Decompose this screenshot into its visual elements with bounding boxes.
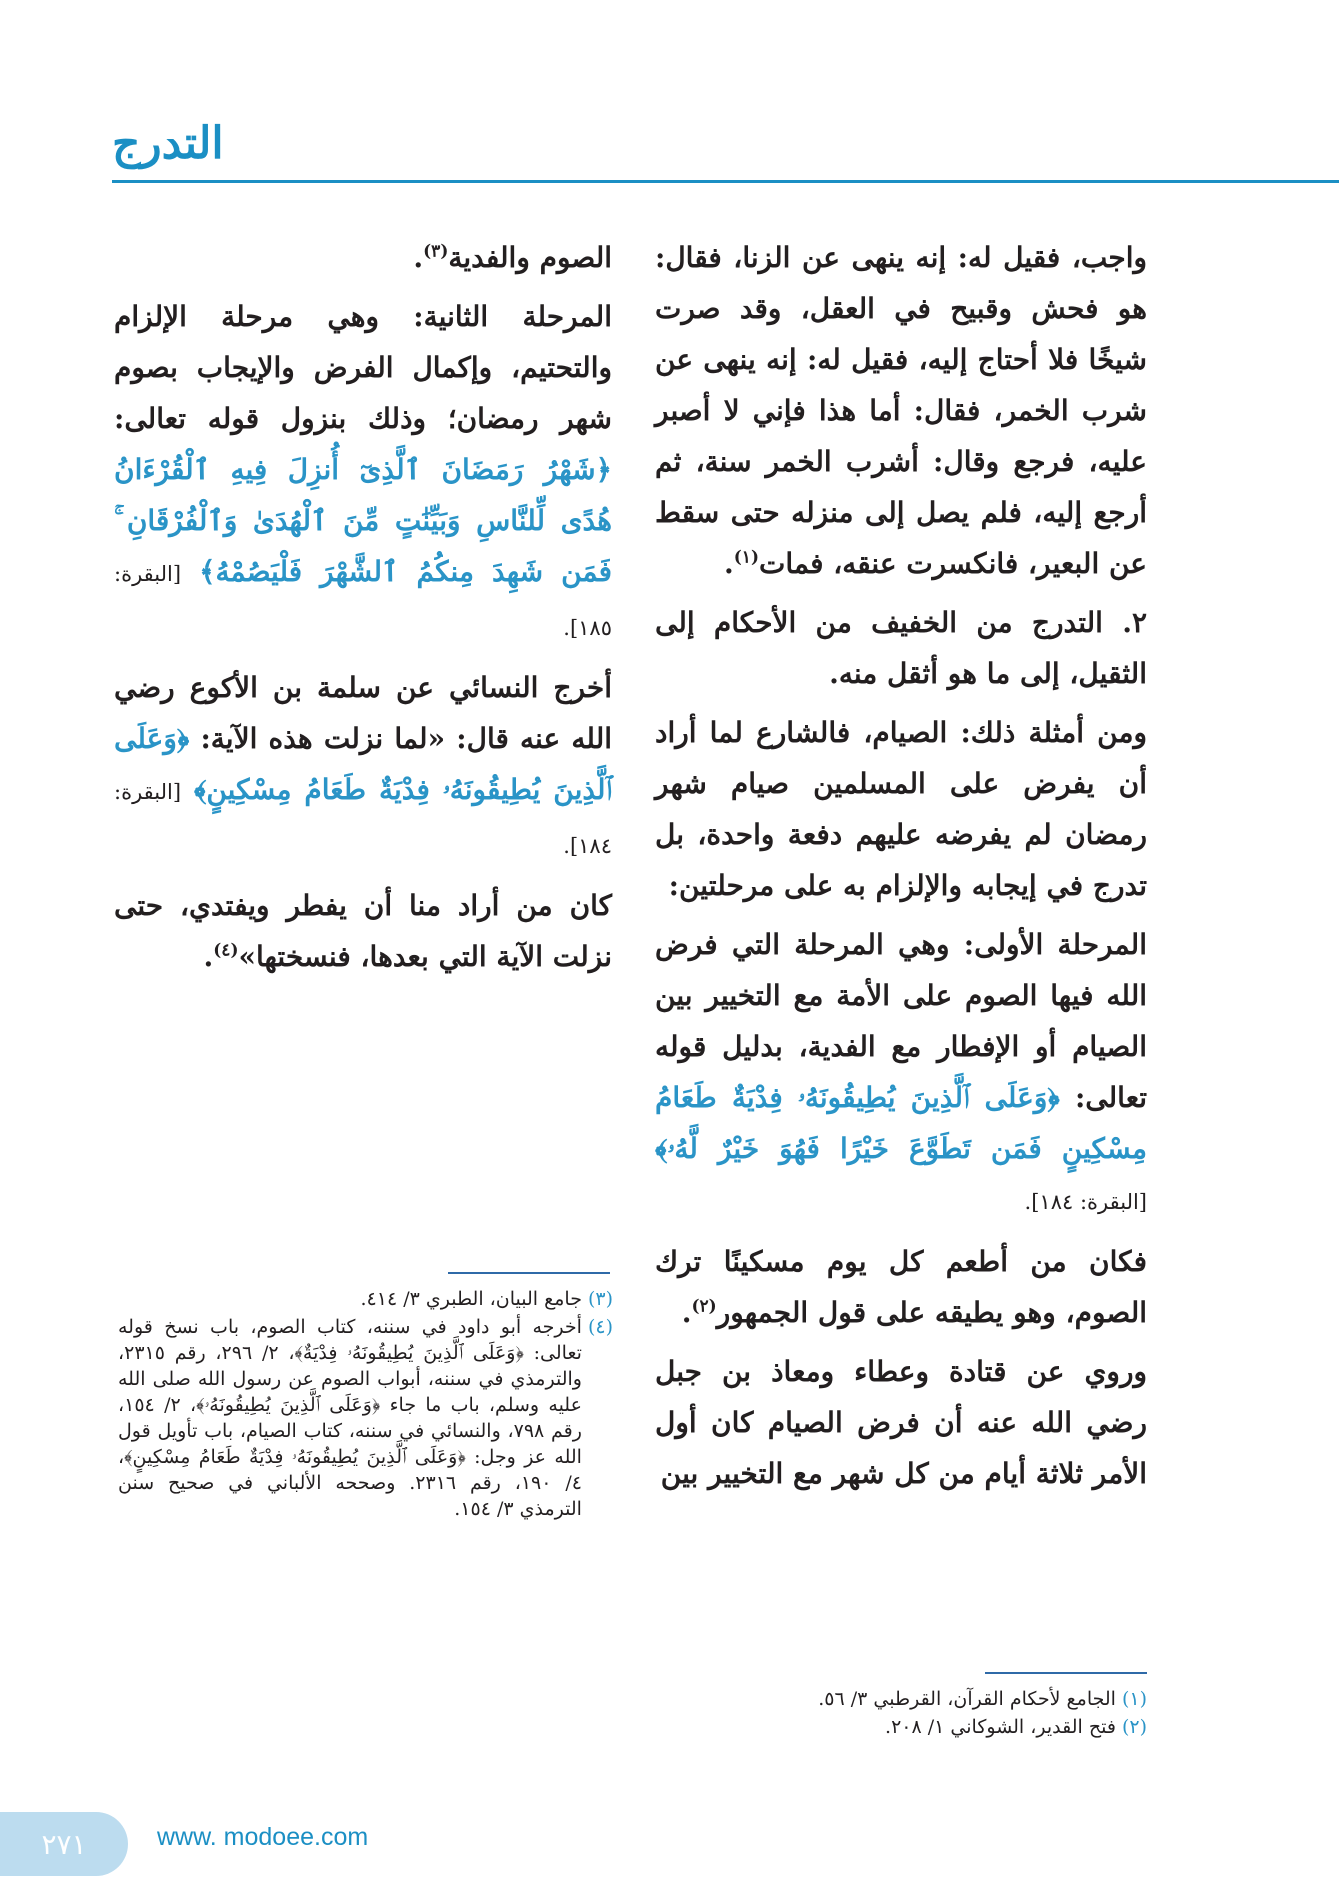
footnote-number: (٣) [587,1288,613,1310]
punctuation: . [203,940,214,973]
quran-verse: ﴿شَهْرُ رَمَضَانَ ٱلَّذِىٓ أُنزِلَ فِيهِ ٱلْقُرْءَانُ هُدًى لِّلنَّاسِ وَبَيِّنَٰتٍ مِّنَ ٱلْهُدَىٰ وَٱلْفُرْقَانِ ۚ فَمَن شَهِدَ مِنكُمُ ٱلشَّهْرَ فَلْيَصُمْهُ﴾ [114,453,613,588]
paragraph [114,232,612,283]
paragraph [114,291,612,654]
punctuation: . [413,241,424,274]
paragraph-text: ٢. التدرج من الخفيف من الأحكام إلى الثقيل، إلى ما هو أثقل منه. [655,606,1147,690]
paragraph [655,1236,1147,1338]
footnote-number: (١) [1121,1688,1147,1710]
footnote-number: (٢) [1121,1716,1147,1738]
paragraph-text: ومن أمثلة ذلك: الصيام، فالشارع لما أراد أن يفرض على المسلمين صيام شهر رمضان لم يفرضه عليهم دفعة واحدة، بل تدرج في إيجابه والإلزام به على مرحلتين: [655,716,1147,902]
right-column [655,232,1147,1507]
footnote-marker[interactable]: (٣) [423,241,449,262]
footnote-marker[interactable]: (٤) [213,940,239,961]
paragraph-text: واجب، فقيل له: إنه ينهى عن الزنا، فقال: هو فحش وقبيح في العقل، وقد صرت شيخًا فلا أحتاج إليه، فقيل له: إنه ينهى عن شرب الخمر، فقال: أما هذا فإني لا أصبر عليه، فرجع وقال: أشرب الخمر سنة، ثم أرجع إليه، فلم يصل إلى منزله حتى سقط عن البعير، فانكسرت عنقه، فمات [655,241,1147,580]
paragraph [655,919,1147,1228]
footnote-marker[interactable]: (١) [733,547,759,568]
paragraph [114,662,612,872]
paragraph [114,880,612,982]
footnote-number: (٤) [587,1316,613,1338]
paragraph [655,707,1147,911]
footnote-text: أخرجه أبو داود في سننه، كتاب الصوم، باب نسخ قوله تعالى: ﴿وَعَلَى ٱلَّذِينَ يُطِيقُونَهُۥ فِدْيَةٌ﴾، ٢/ ٢٩٦، رقم ٢٣١٥، والترمذي في سننه، أبواب الصوم عن رسول الله صلى الله عليه وسلم، باب ما جاء ﴿وَعَلَى ٱلَّذِينَ يُطِيقُونَهُۥ﴾، ٢/ ١٥٤، رقم ٧٩٨، والنسائي في سننه، كتاب الصيام، باب تأويل قول الله عز وجل: ﴿وَعَلَى ٱلَّذِينَ يُطِيقُونَهُۥ فِدْيَةٌ طَعَامُ مِسْكِينٍ﴾، ٤/ ١٩٠، رقم ٢٣١٦. وصححه الألباني في صحيح سنن الترمذي ٣/ ١٥٤. [118,1316,582,1520]
verse-reference: [البقرة: ١٨٤]. [114,780,612,858]
footnote-text: جامع البيان، الطبري ٣/ ٤١٤. [360,1288,582,1310]
punctuation: . [724,547,734,580]
footnote [655,1714,1147,1740]
paragraph-text: وروي عن قتادة وعطاء ومعاذ بن جبل رضي الله عنه أن فرض الصيام كان أول الأمر ثلاثة أيام من كل شهر مع التخيير بين [655,1355,1147,1490]
verse-reference: [البقرة: ١٨٥]. [114,562,612,640]
page-title: التدرج [112,118,224,169]
paragraph-text: الصوم والفدية [448,241,612,274]
footnote-divider [985,1672,1147,1674]
paragraph [655,597,1147,699]
footnote [118,1286,613,1312]
website-link[interactable]: www. modoee.com [157,1823,369,1851]
header-divider [112,180,1339,183]
paragraph [655,232,1147,589]
quran-verse: ﴿وَعَلَى ٱلَّذِينَ يُطِيقُونَهُۥ فِدْيَةٌ طَعَامُ مِسْكِينٍ﴾ [114,722,613,806]
footnote-text: الجامع لأحكام القرآن، القرطبي ٣/ ٥٦. [818,1688,1116,1710]
paragraph-text: المرحلة الثانية: وهي مرحلة الإلزام والتحتيم، وإكمال الفرض والإيجاب بصوم شهر رمضان؛ وذلك بنزول قوله تعالى: [114,300,612,435]
paragraph [655,1346,1147,1499]
paragraph-text: فكان من أطعم كل يوم مسكينًا ترك الصوم، وهو يطيقه على قول الجمهور [655,1245,1147,1329]
verse-reference: [البقرة: ١٨٤]. [1024,1190,1147,1214]
paragraph-text: المرحلة الأولى: وهي المرحلة التي فرض الله فيها الصوم على الأمة مع التخيير بين الصيام أو الإفطار مع الفدية، بدليل قوله تعالى: [655,928,1147,1114]
left-column [114,232,612,990]
footnote-divider [448,1272,610,1274]
footnotes-left [118,1286,613,1524]
footnote-marker[interactable]: (٢) [691,1296,717,1317]
footnote-text: فتح القدير، الشوكاني ١/ ٢٠٨. [885,1716,1116,1738]
paragraph-text: كان من أراد منا أن يفطر ويفتدي، حتى نزلت الآية التي بعدها، فنسختها» [114,889,612,973]
footnote [655,1686,1147,1712]
quran-verse: ﴿وَعَلَى ٱلَّذِينَ يُطِيقُونَهُۥ فِدْيَةٌ طَعَامُ مِسْكِينٍ فَمَن تَطَوَّعَ خَيْرًا فَهُوَ خَيْرٌ لَّهُۥ﴾ [655,1081,1147,1165]
footnotes-right [655,1686,1147,1742]
page-number: ٢٧١ [41,1827,87,1861]
punctuation: . [681,1296,692,1329]
page-number-badge [0,1812,128,1876]
footnote [118,1314,613,1522]
paragraph-text: أخرج النسائي عن سلمة بن الأكوع رضي الله عنه قال: «لما نزلت هذه الآية: [114,671,613,755]
